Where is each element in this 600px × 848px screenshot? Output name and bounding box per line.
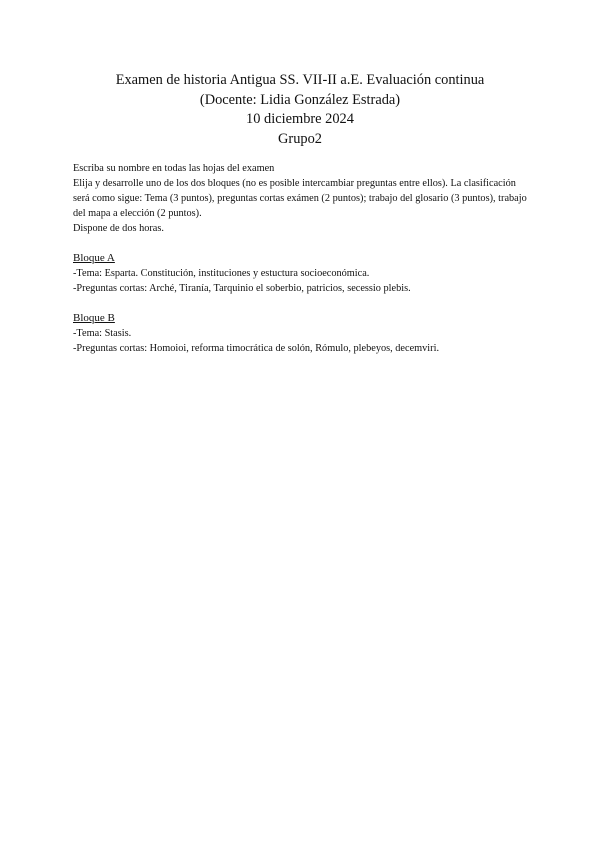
spacer (73, 296, 533, 311)
exam-date: 10 diciembre 2024 (246, 111, 354, 127)
block-a-tema: -Tema: Esparta. Constitución, instituciones y estuctura socioeconómica. (73, 268, 370, 279)
block-b-tema: -Tema: Stasis. (73, 328, 132, 339)
block-a-title: Bloque A (73, 252, 115, 264)
block-a-preguntas: -Preguntas cortas: Arché, Tiranía, Tarquinio el soberbio, patricios, secessio plebis. (73, 283, 411, 294)
exam-header (0, 71, 600, 149)
exam-group: Grupo2 (278, 130, 322, 147)
exam-title: Examen de historia Antigua SS. VII-II a.E. Evaluación continua (115, 72, 485, 88)
teacher-line: (Docente: Lidia González Estrada) (199, 91, 401, 108)
instruction-blocks: Elija y desarrolle uno de los dos bloques (no es posible intercambiar preguntas entre ellos). La clasificación será como sigue: Tema (3 puntos), preguntas cortas exámen (2 puntos); trabajo del glosario (3 puntos), trabajo del mapa a elección (2 puntos). (73, 178, 527, 219)
instruction-time: Dispone de dos horas. (73, 223, 164, 234)
block-b-preguntas: -Preguntas cortas: Homoioi, reforma timocrática de solón, Rómulo, plebeyos, decemviri. (73, 343, 440, 354)
spacer (73, 236, 533, 251)
exam-body (73, 161, 533, 356)
block-b-title: Bloque B (73, 312, 115, 324)
instruction-name: Escriba su nombre en todas las hojas del examen (73, 163, 275, 174)
